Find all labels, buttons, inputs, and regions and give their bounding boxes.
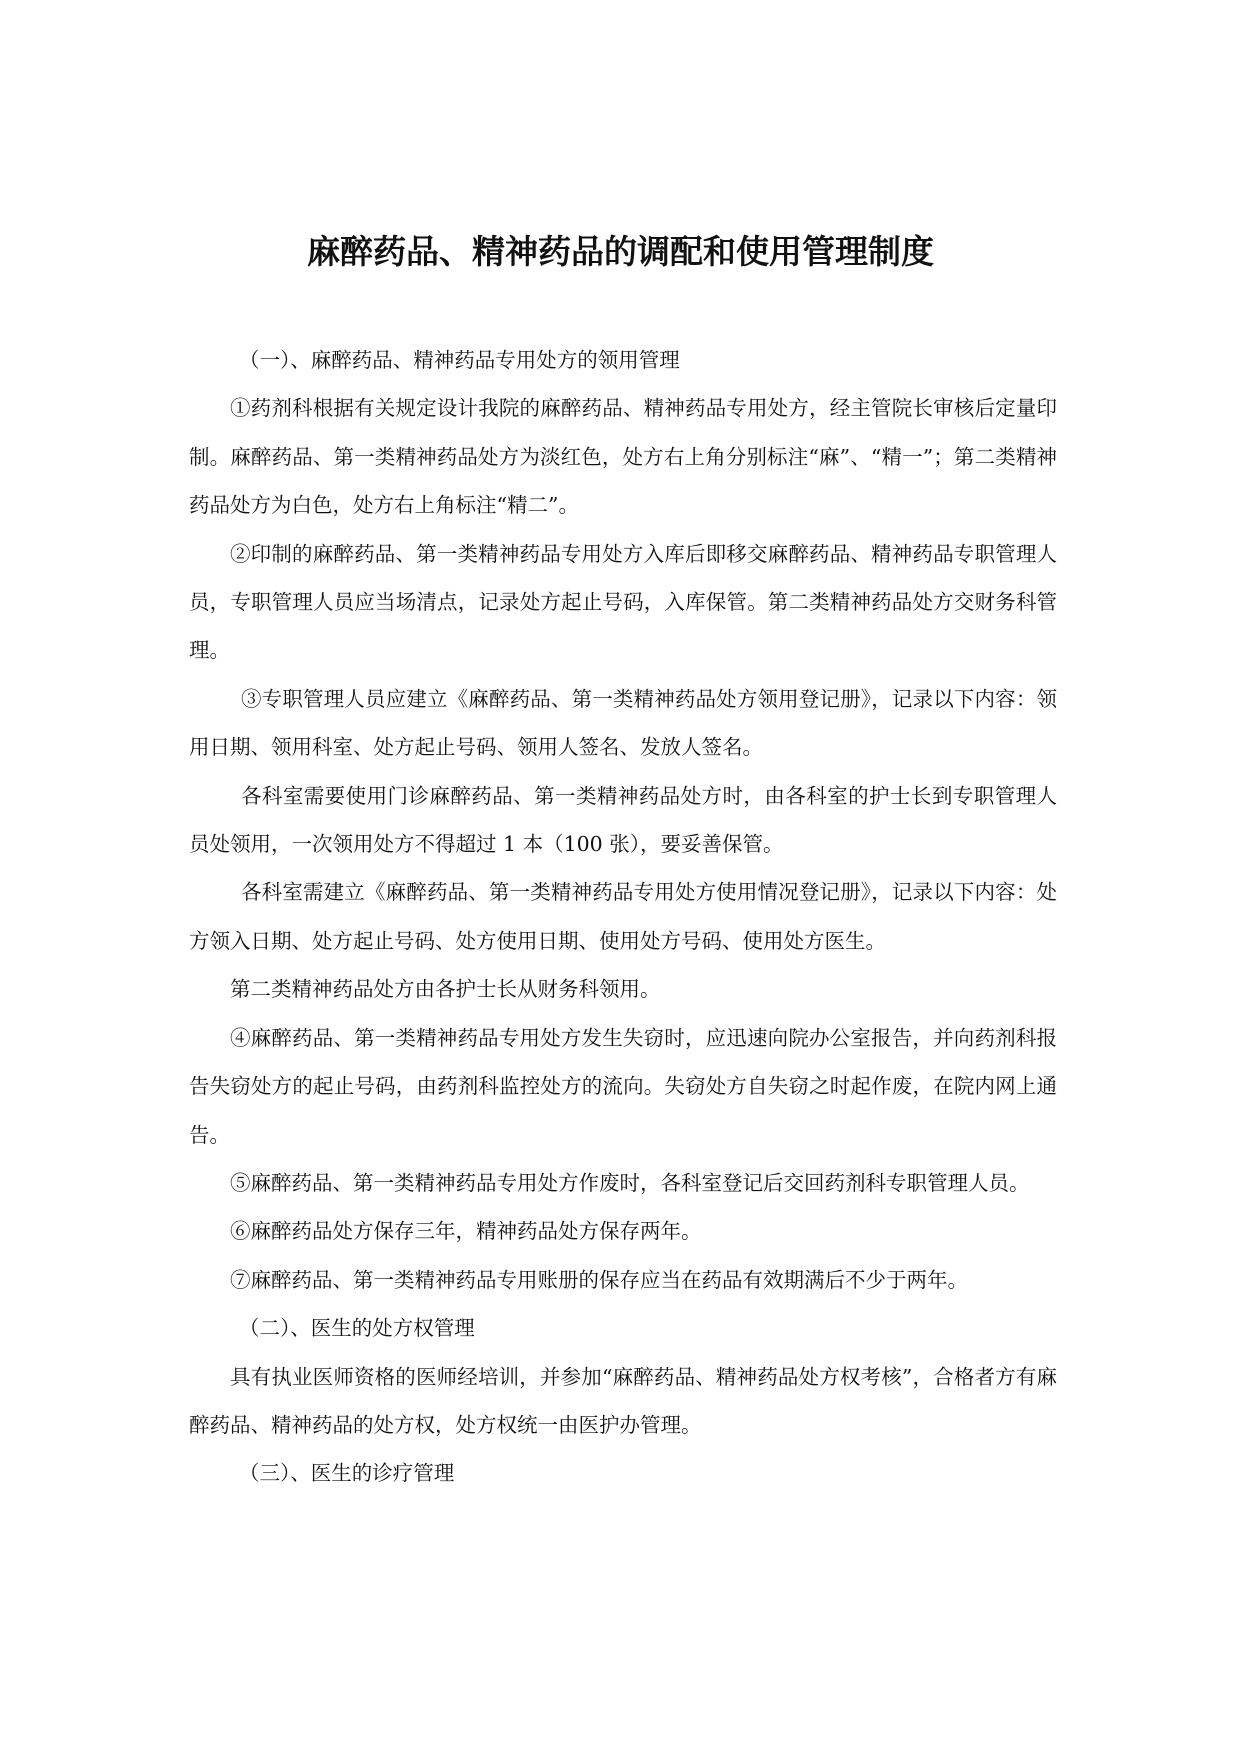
section-heading: （二）、医生的处方权管理 [239,1316,475,1341]
paragraph: ⑥麻醉药品处方保存三年，精神药品处方保存两年。 [230,1219,702,1244]
paragraph: ⑤麻醉药品、第一类精神药品专用处方作废时，各科室登记后交回药剂科专职管理人员。 [230,1170,1030,1195]
paragraph: 具有执业医师资格的医师经培训，并参加“麻醉药品、精神药品处方权考核”，合格者方有麻醉药品、精神药品的处方权，处方权统一由医护办管理。 [189,1364,1057,1437]
document-body [189,336,1057,1498]
paragraph: 第二类精神药品处方由各护士长从财务科领用。 [230,977,661,1002]
paragraph: ①药剂科根据有关规定设计我院的麻醉药品、精神药品专用处方，经主管院长审核后定量印制。麻醉药品、第一类精神药品处方为淡红色，处方右上角分别标注“麻”、“精一”；第二类精神药品处方为白色，处方右上角标注“精二”。 [189,396,1057,518]
section-heading: （三）、医生的诊疗管理 [239,1461,455,1486]
document-title: 麻醉药品、精神药品的调配和使用管理制度 [307,232,934,271]
paragraph: ⑦麻醉药品、第一类精神药品专用账册的保存应当在药品有效期满后不少于两年。 [230,1267,968,1292]
paragraph: 各科室需建立《麻醉药品、第一类精神药品专用处方使用情况登记册》，记录以下内容：处方领入日期、处方起止号码、处方使用日期、使用处方号码、使用处方医生。 [189,880,1057,953]
paragraph: 各科室需要使用门诊麻醉药品、第一类精神药品处方时，由各科室的护士长到专职管理人员处领用，一次领用处方不得超过 1 本（100 张），要妥善保管。 [189,783,1057,857]
paragraph: ④麻醉药品、第一类精神药品专用处方发生失窃时，应迅速向院办公室报告，并向药剂科报告失窃处方的起止号码，由药剂科监控处方的流向。失窃处方自失窃之时起作废，在院内网上通告。 [189,1025,1057,1147]
section-heading: （一）、麻醉药品、精神药品专用处方的领用管理 [239,348,680,372]
paragraph: ③专职管理人员应建立《麻醉药品、第一类精神药品处方领用登记册》，记录以下内容：领用日期、领用科室、处方起止号码、领用人签名、发放人签名。 [189,686,1057,760]
paragraph: ②印制的麻醉药品、第一类精神药品专用处方入库后即移交麻醉药品、精神药品专职管理人员，专职管理人员应当场清点，记录处方起止号码，入库保管。第二类精神药品处方交财务科管理。 [189,541,1057,663]
